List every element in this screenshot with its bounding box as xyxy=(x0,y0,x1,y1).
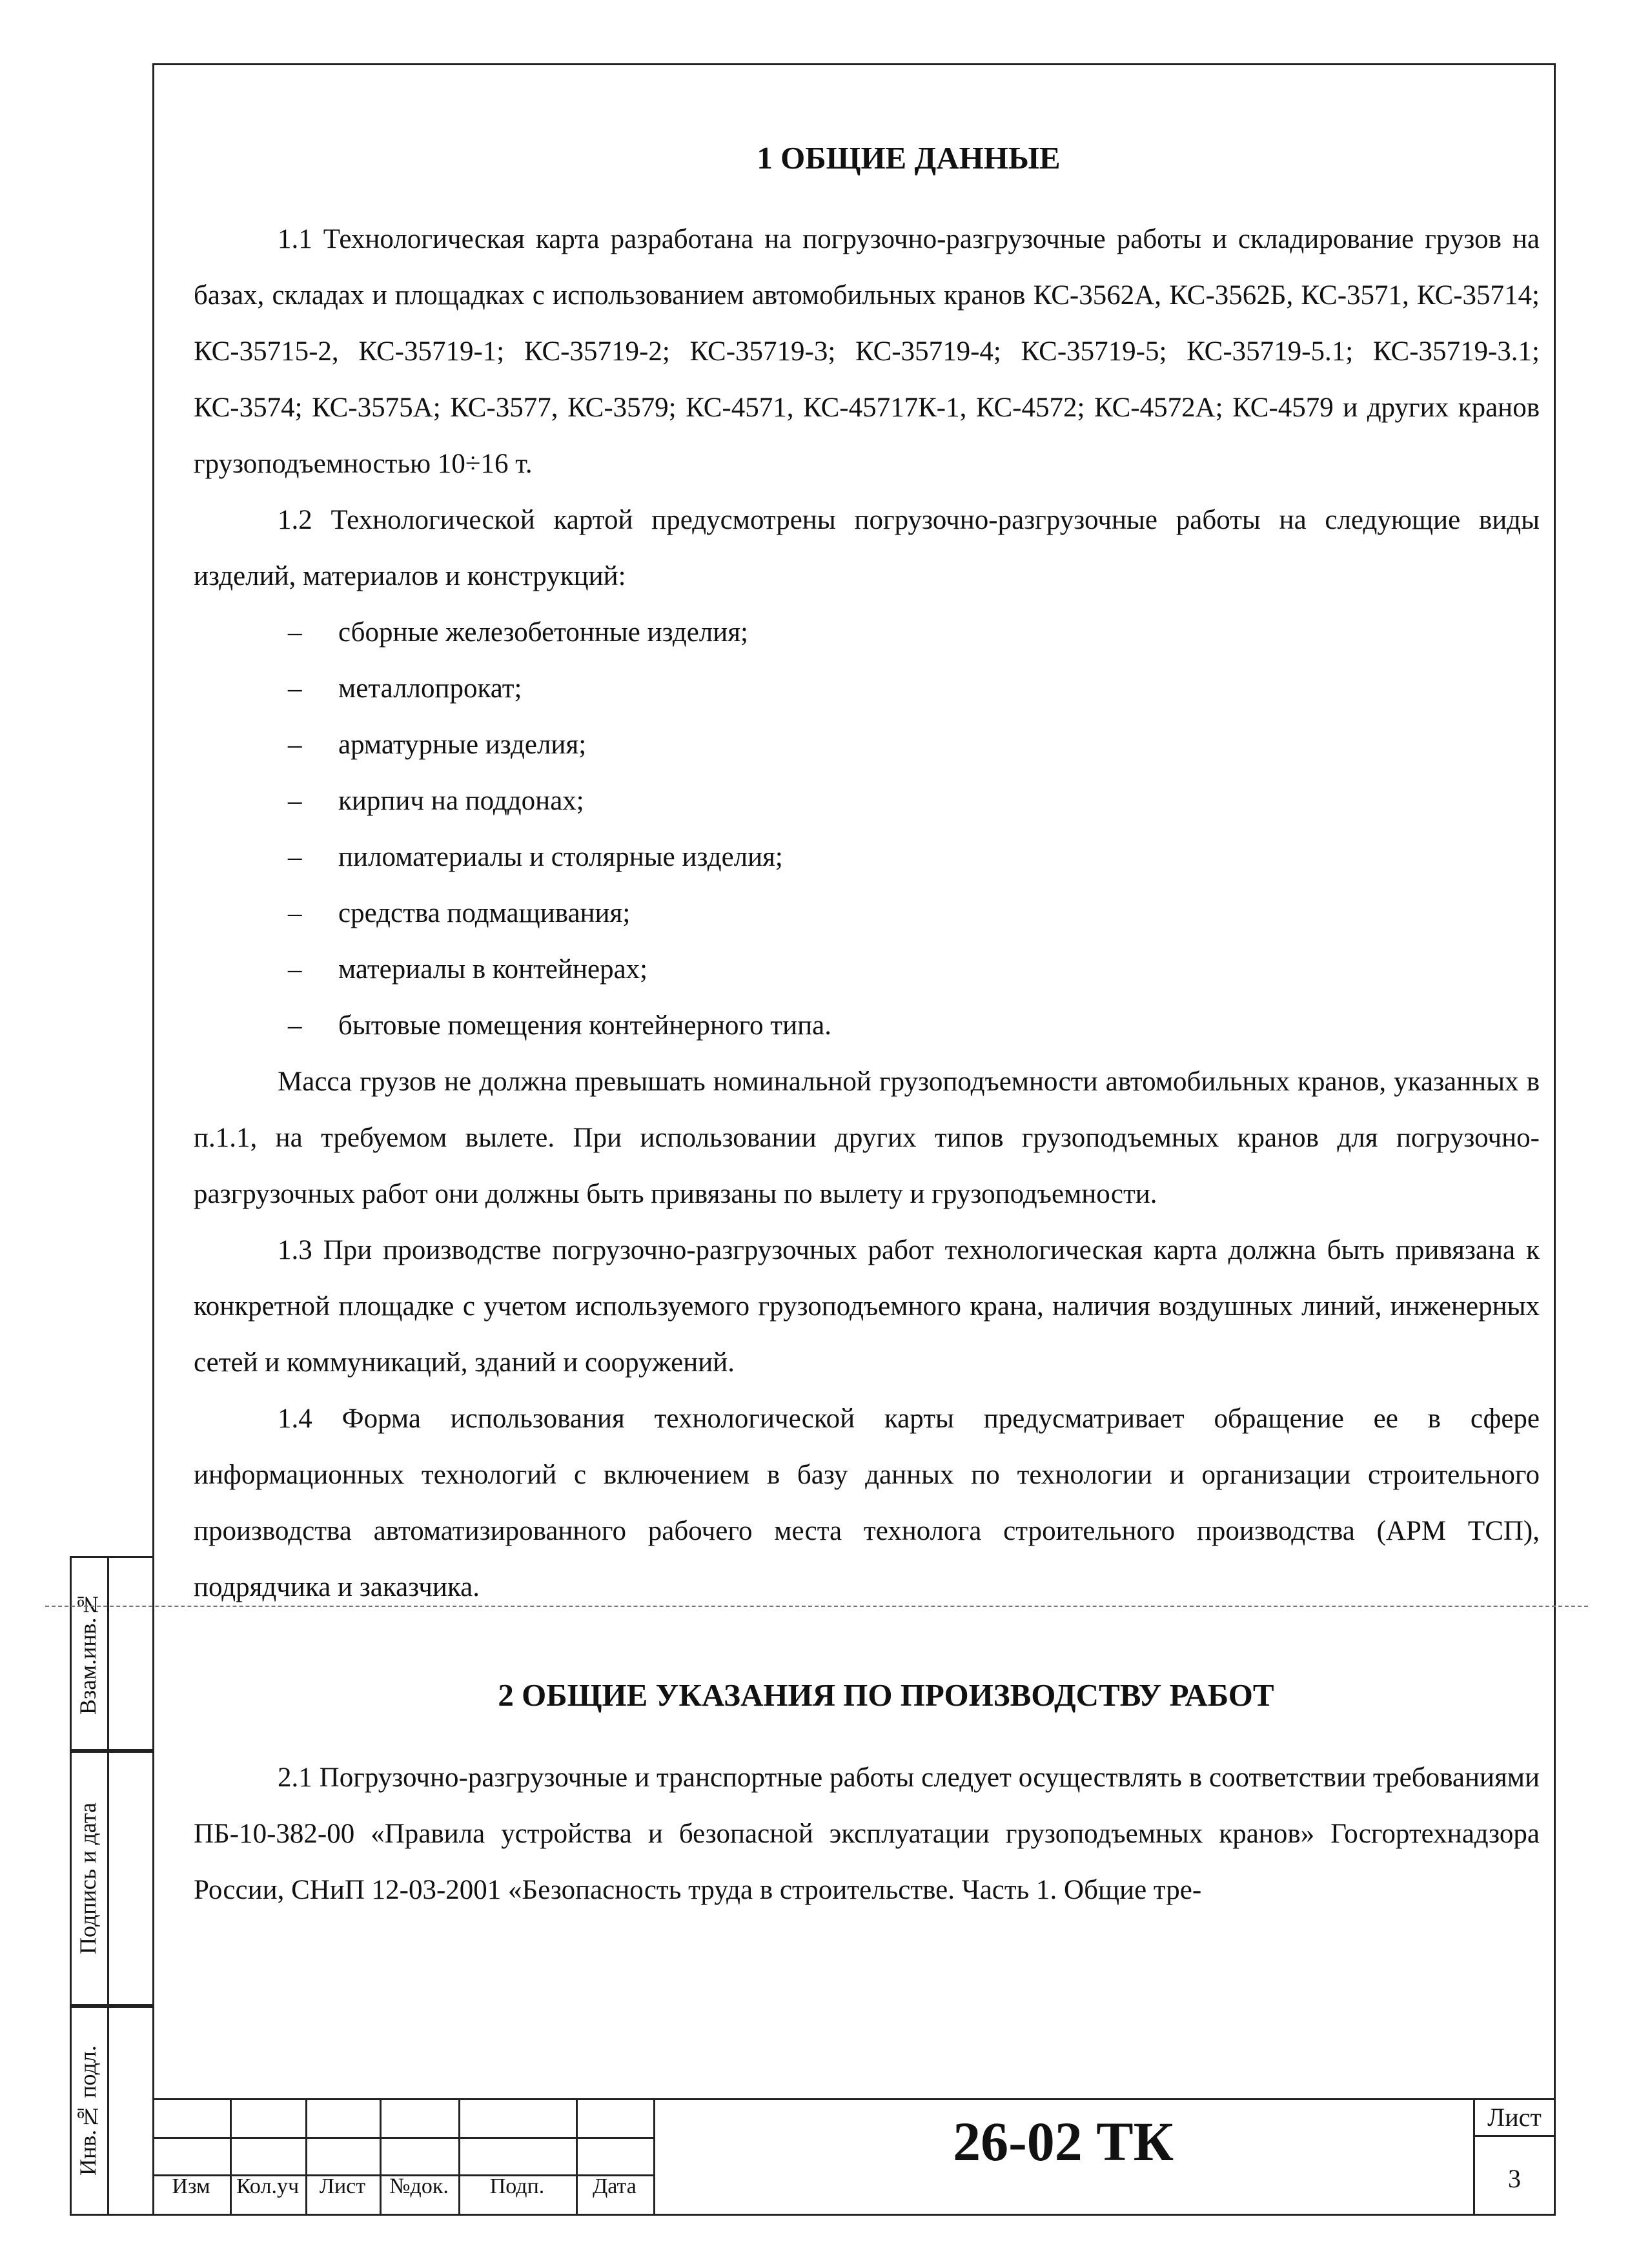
materials-list xyxy=(194,604,1540,1054)
paragraph-1-1: 1.1 Технологическая карта разработана на погрузочно-разгрузочные работы и складирование грузов на базах, складах и площадках с использованием автомобильных кранов КС-3562А, КС-3562Б, КС-3571, КС-35714; КС-35715-2, КС-35719-1; КС-35719-2; КС-35719-3; КС-35719-4; КС-35719-5; КС-35719-5.1; КС-35719-3.1; КС-3574; КС-3575А; КС-3577, КС-3579; КС-4571, КС-45717К-1, КС-4572; КС-4572А; КС-4579 и других кранов грузоподъемностью 10÷16 т. xyxy=(194,224,1540,479)
list-item-text: бытовые помещения контейнерного типа. xyxy=(338,1010,831,1041)
paragraph-2-1: 2.1 Погрузочно-разгрузочные и транспортные работы следует осуществлять в соответствии требованиями ПБ-10-382-00 «Правила устройства и безопасной эксплуатации грузоподъемных кранов» Госгортехнадзора России, СНиП 12-03-2001 «Безопасность труда в строительстве. Часть 1. Общие тре- xyxy=(194,1762,1540,1905)
dash-marker: – xyxy=(288,842,302,872)
dash-marker: – xyxy=(288,786,302,816)
stamp-col-izm: Изм xyxy=(172,2174,210,2198)
stamp-col-signature: Подп. xyxy=(489,2174,545,2198)
document-body xyxy=(194,139,1540,1918)
list-item-text: пиломатериалы и столярные изделия; xyxy=(338,842,783,872)
dash-marker: – xyxy=(288,673,302,704)
list-item xyxy=(288,997,1540,1054)
vzam-inv-label: Взам.инв.№ xyxy=(75,1591,101,1715)
inv-original-label: Инв.№ подл. xyxy=(75,2045,101,2176)
section-2-heading: 2 ОБЩИЕ УКАЗАНИЯ ПО ПРОИЗВОДСТВУ РАБОТ xyxy=(498,1677,1274,1713)
dash-marker: – xyxy=(288,954,302,985)
list-item xyxy=(288,604,1540,660)
list-item-text: арматурные изделия; xyxy=(338,730,587,760)
dash-marker: – xyxy=(288,730,302,760)
signature-date-cell xyxy=(70,1751,152,2006)
list-item-text: материалы в контейнерах; xyxy=(338,954,648,985)
inv-original-cell xyxy=(70,2006,152,2216)
list-item-text: металлопрокат; xyxy=(338,673,522,704)
vzam-inv-cell xyxy=(70,1556,152,1751)
section-1-heading: 1 ОБЩИЕ ДАННЫЕ xyxy=(757,140,1061,176)
stamp-col-doc-no: №док. xyxy=(389,2174,449,2198)
sheet-number: 3 xyxy=(1508,2164,1521,2193)
stamp-col-list: Лист xyxy=(319,2174,366,2198)
list-item xyxy=(288,773,1540,829)
cut-line xyxy=(45,1606,1588,1607)
stamp-col-kol-uch: Кол.уч xyxy=(236,2174,300,2198)
paragraph-mass: Масса грузов не должна превышать номинальной грузоподъемности автомобильных кранов, указанных в п.1.1, на требуемом вылете. При использовании других типов грузоподъемных кранов для погрузочно-разгрузочных работ они должны быть привязаны по вылету и грузоподъемности. xyxy=(194,1067,1540,1209)
list-item xyxy=(288,885,1540,941)
list-item xyxy=(288,829,1540,885)
paragraph-1-2: 1.2 Технологической картой предусмотрены погрузочно-разгрузочные работы на следующие виды изделий, материалов и конструкций: xyxy=(194,505,1540,591)
stamp-row-line xyxy=(152,2137,653,2139)
list-item-text: кирпич на поддонах; xyxy=(338,786,584,816)
stamp-row-line xyxy=(1473,2135,1556,2137)
paragraph-1-4: 1.4 Форма использования технологической карты предусматривает обращение ее в сфере информационных технологий с включением в базу данных по технологии и организации строительного производства автоматизированного рабочего места технолога строительного производства (АРМ ТСП), подрядчика и заказчика. xyxy=(194,1404,1540,1602)
dash-marker: – xyxy=(288,898,302,928)
list-item-text: средства подмащивания; xyxy=(338,898,631,928)
list-item-text: сборные железобетонные изделия; xyxy=(338,617,749,648)
list-item xyxy=(288,941,1540,997)
dash-marker: – xyxy=(288,617,302,648)
dash-marker: – xyxy=(288,1010,302,1041)
signature-date-label: Подпись и дата xyxy=(75,1803,101,1954)
paragraph-1-3: 1.3 При производстве погрузочно-разгрузочных работ технологическая карта должна быть привязана к конкретной площадке с учетом используемого грузоподъемного крана, наличия воздушных линий, инженерных сетей и коммуникаций, зданий и сооружений. xyxy=(194,1235,1540,1378)
list-item xyxy=(288,660,1540,717)
list-item xyxy=(288,717,1540,773)
stamp-col-date: Дата xyxy=(593,2174,637,2198)
document-code: 26-02 ТК xyxy=(953,2110,1174,2172)
sheet-label: Лист xyxy=(1487,2103,1542,2132)
